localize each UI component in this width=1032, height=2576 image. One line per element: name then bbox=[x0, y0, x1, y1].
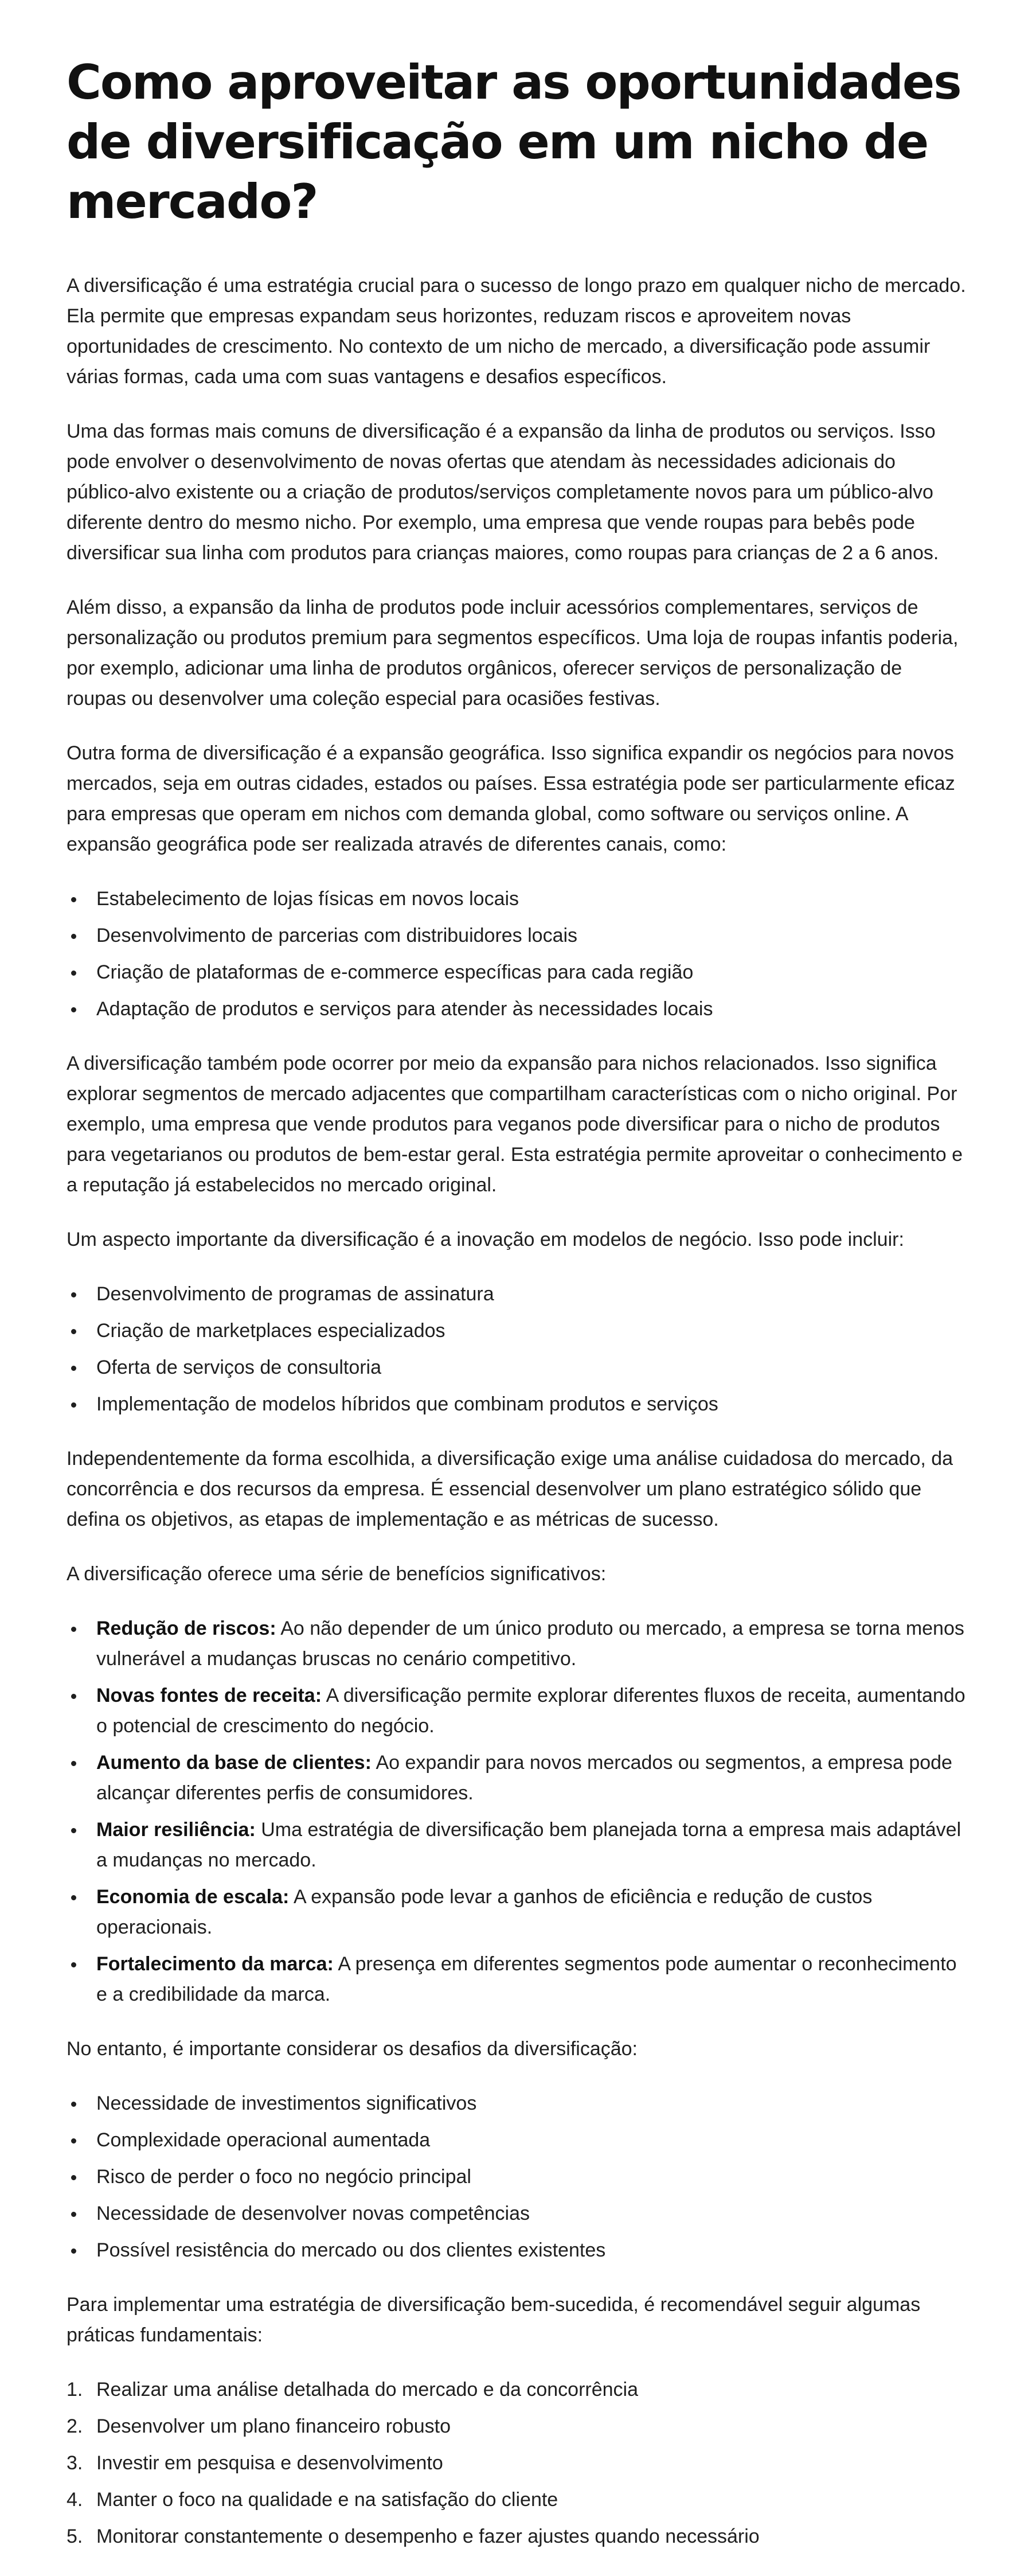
paragraph-intro: A diversificação é uma estratégia crucial para o sucesso de longo prazo em qualquer nicho de mercado. Ela permite que empresas expandam seus horizontes, reduzam riscos e aproveitem novas oportunidades de crescimento. No contexto de um nicho de mercado, a diversificação pode assumir várias formas, cada uma com suas vantagens e desafios específicos. bbox=[67, 275, 966, 388]
benefit-term: Redução de riscos: bbox=[96, 1618, 276, 1639]
numbered-item bbox=[67, 2448, 967, 2478]
list-item: Estabelecimento de lojas físicas em novos locais bbox=[67, 884, 967, 914]
challenges-list bbox=[67, 2088, 967, 2266]
benefit-item bbox=[67, 1815, 967, 1876]
list-item: Criação de plataformas de e-commerce específicas para cada região bbox=[67, 957, 967, 988]
list-item: Implementação de modelos híbridos que combinam produtos e serviços bbox=[67, 1389, 967, 1420]
benefit-item bbox=[67, 1681, 967, 1741]
numbered-item bbox=[67, 2411, 967, 2442]
benefit-term: Novas fontes de receita: bbox=[96, 1685, 322, 1706]
item-text: Realizar uma análise detalhada do mercado e da concorrência bbox=[96, 2379, 639, 2400]
list-item: Desenvolvimento de programas de assinatura bbox=[67, 1279, 967, 1310]
benefit-item bbox=[67, 1614, 967, 1674]
list-item: Possível resistência do mercado ou dos clientes existentes bbox=[67, 2235, 967, 2266]
item-text: Monitorar constantemente o desempenho e fazer ajustes quando necessário bbox=[96, 2526, 760, 2547]
paragraph-related-niches: A diversificação também pode ocorrer por meio da expansão para nichos relacionados. Isso significa explorar segmentos de mercado adjacentes que compartilham características com o nicho original. Por exemplo, uma empresa que vende produtos para veganos pode diversificar para o nicho de produtos para vegetarianos ou produtos de bem-estar geral. Esta estratégia permite aproveitar o conhecimento e a reputação já estabelecidos no mercado original. bbox=[67, 1053, 963, 1196]
numbered-item bbox=[67, 2485, 967, 2515]
benefits-list bbox=[67, 1614, 967, 2010]
paragraph-analysis: Independentemente da forma escolhida, a diversificação exige uma análise cuidadosa do mercado, da concorrência e dos recursos da empresa. É essencial desenvolver um plano estratégico sólido que defina os objetivos, as etapas de implementação e as métricas de sucesso. bbox=[67, 1448, 953, 1530]
list-item: Adaptação de produtos e serviços para atender às necessidades locais bbox=[67, 994, 967, 1024]
benefit-text: A diversificação permite explorar diferentes fluxos de receita, aumentando o potencial de crescimento do negócio. bbox=[96, 1685, 965, 1737]
benefit-text: Uma estratégia de diversificação bem planejada torna a empresa mais adaptável a mudanças no mercado. bbox=[96, 1819, 961, 1871]
paragraph-product-expansion: Além disso, a expansão da linha de produtos pode incluir acessórios complementares, serviços de personalização ou produtos premium para segmentos específicos. Uma loja de roupas infantis poderia, por exemplo, adicionar uma linha de produtos orgânicos, oferecer serviços de personalização de roupas ou desenvolver uma coleção especial para ocasiões festivas. bbox=[67, 597, 959, 710]
benefit-term: Fortalecimento da marca: bbox=[96, 1953, 334, 1975]
item-text: Manter o foco na qualidade e na satisfação do cliente bbox=[96, 2489, 558, 2511]
item-number: 1. bbox=[67, 2379, 83, 2400]
paragraph-product-line: Uma das formas mais comuns de diversificação é a expansão da linha de produtos ou serviços. Isso pode envolver o desenvolvimento de novas ofertas que atendam às necessidades adicionais do público-alvo existente ou a criação de produtos/serviços completamente novos para um público-alvo diferente dentro do mesmo nicho. Por exemplo, uma empresa que vende roupas para bebês pode diversificar sua linha com produtos para crianças maiores, como roupas para crianças de 2 a 6 anos. bbox=[67, 420, 939, 564]
item-number: 3. bbox=[67, 2452, 83, 2474]
geographic-channels-list bbox=[67, 884, 967, 1024]
paragraph-benefits-intro: A diversificação oferece uma série de benefícios significativos: bbox=[67, 1563, 607, 1585]
benefit-text: A presença em diferentes segmentos pode aumentar o reconhecimento e a credibilidade da marca. bbox=[96, 1953, 957, 2005]
benefit-term: Aumento da base de clientes: bbox=[96, 1752, 372, 1774]
list-item: Necessidade de investimentos significativos bbox=[67, 2088, 967, 2119]
numbered-item bbox=[67, 2522, 967, 2552]
numbered-item bbox=[67, 2375, 967, 2405]
benefit-term: Economia de escala: bbox=[96, 1886, 290, 1908]
article bbox=[67, 53, 967, 2576]
item-number: 4. bbox=[67, 2489, 83, 2511]
business-models-list bbox=[67, 1279, 967, 1420]
list-item: Risco de perder o foco no negócio principal bbox=[67, 2162, 967, 2192]
item-text: Investir em pesquisa e desenvolvimento bbox=[96, 2452, 443, 2474]
paragraph-practices-intro: Para implementar uma estratégia de diversificação bem-sucedida, é recomendável seguir algumas práticas fundamentais: bbox=[67, 2294, 921, 2346]
practices-list bbox=[67, 2375, 967, 2552]
benefit-item bbox=[67, 1949, 967, 2010]
list-item: Necessidade de desenvolver novas competências bbox=[67, 2199, 967, 2229]
benefit-text: A expansão pode levar a ganhos de eficiência e redução de custos operacionais. bbox=[96, 1886, 873, 1938]
item-number: 2. bbox=[67, 2415, 83, 2437]
benefit-text: Ao não depender de um único produto ou mercado, a empresa se torna menos vulnerável a mudanças bruscas no cenário competitivo. bbox=[96, 1618, 964, 1670]
list-item: Desenvolvimento de parcerias com distribuidores locais bbox=[67, 921, 967, 951]
list-item: Complexidade operacional aumentada bbox=[67, 2125, 967, 2156]
item-text: Desenvolver um plano financeiro robusto bbox=[96, 2415, 451, 2437]
benefit-item bbox=[67, 1748, 967, 1809]
benefit-item bbox=[67, 1882, 967, 1943]
benefit-text: Ao expandir para novos mercados ou segmentos, a empresa pode alcançar diferentes perfis de consumidores. bbox=[96, 1752, 952, 1804]
list-item: Criação de marketplaces especializados bbox=[67, 1316, 967, 1346]
paragraph-challenges-intro: No entanto, é importante considerar os desafios da diversificação: bbox=[67, 2038, 638, 2060]
paragraph-geographic: Outra forma de diversificação é a expansão geográfica. Isso significa expandir os negócios para novos mercados, seja em outras cidades, estados ou países. Essa estratégia pode ser particularmente eficaz para empresas que operam em nichos com demanda global, como software ou serviços online. A expansão geográfica pode ser realizada através de diferentes canais, como: bbox=[67, 742, 955, 855]
benefit-term: Maior resiliência: bbox=[96, 1819, 256, 1841]
list-item: Oferta de serviços de consultoria bbox=[67, 1353, 967, 1383]
item-number: 5. bbox=[67, 2526, 83, 2547]
page-title: Como aproveitar as oportunidades de diversificação em um nicho de mercado? bbox=[67, 54, 961, 229]
paragraph-business-models: Um aspecto importante da diversificação é a inovação em modelos de negócio. Isso pode incluir: bbox=[67, 1229, 904, 1250]
